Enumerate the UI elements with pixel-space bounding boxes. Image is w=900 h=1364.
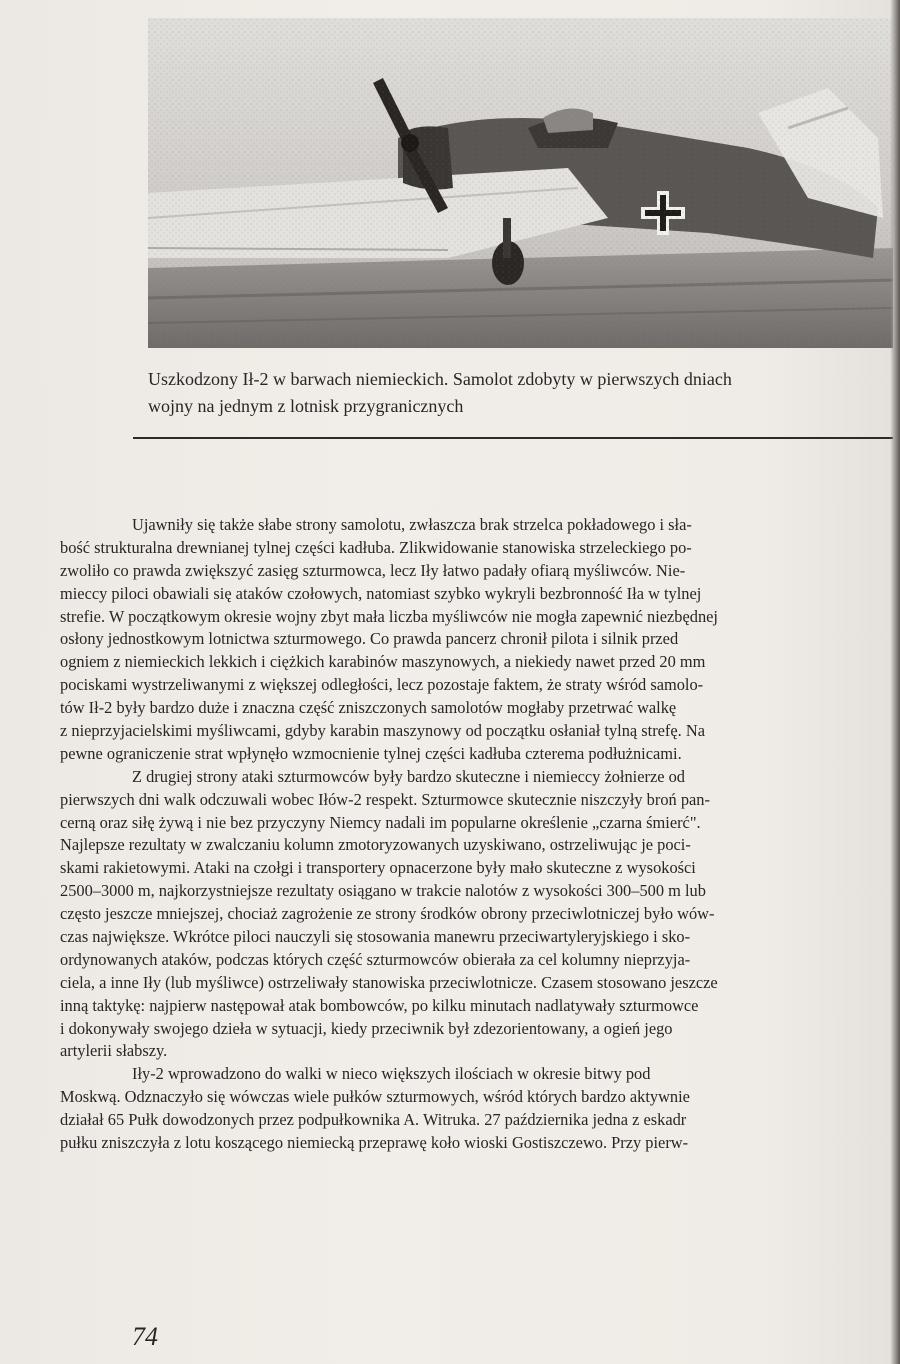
text-line: z nieprzyjacielskimi myśliwcami, gdyby karabin maszynowy od początku osłaniał tylną strefę. Na: [60, 721, 705, 741]
text-line: osłony jednostkowym lotnictwa szturmowego. Co prawda pancerz chronił pilota i silnik przed: [60, 629, 679, 649]
text-line: artylerii słabszy.: [60, 1041, 168, 1061]
text-line: ciela, a inne Iły (lub myśliwce) ostrzeliwały stanowiska przeciwlotnicze. Czasem stosowano jeszcze: [60, 972, 718, 992]
text-line: pewne ograniczenie strat wpłynęło wzmocnienie tylnej części kadłuba czterema podłużnicami.: [60, 743, 682, 763]
text-line: mieccy piloci obawiali się ataków czołowych, natomiast szybko wykryli bezbronność Iła w tylnej: [60, 583, 702, 603]
text-line: bość strukturalna drewnianej tylnej części kadłuba. Zlikwidowanie stanowiska strzeleckiego po-: [60, 537, 692, 557]
text-line: Ujawniły się także słabe strony samolotu, zwłaszcza brak strzelca pokładowego i sła-: [132, 515, 692, 534]
body-text: [60, 514, 896, 1155]
caption-line-1: Uszkodzony Ił-2 w barwach niemieckich. Samolot zdobyty w pierwszych dniach: [148, 369, 732, 389]
text-line: ordynowanych ataków, podczas których część szturmowców obierała za cel kolumny nieprzyja-: [60, 949, 691, 969]
text-line: skami rakietowymi. Ataki na czołgi i transportery opnacerzone były mało skuteczne z wysokości: [60, 858, 696, 878]
text-line: Moskwą. Odznaczyło się wówczas wiele pułków szturmowych, wśród których bardzo aktywnie: [60, 1087, 690, 1107]
aircraft-photo-image: [148, 18, 893, 348]
caption-divider: [133, 437, 893, 439]
text-line: zwoliło co prawda zwiększyć zasięg szturmowca, lecz Iły łatwo padały ofiarą myśliwców. Nie-: [60, 560, 686, 580]
text-line: pułku zniszczyła z lotu koszącego niemiecką przeprawę koło wioski Gostiszczewo. Przy pierw-: [60, 1133, 689, 1153]
text-line: czas największe. Wkrótce piloci nauczyli się stosowania manewru przeciwartyleryjskiego i sko-: [60, 927, 691, 947]
text-line: strefie. W początkowym okresie wojny zbyt mała liczba myśliwców nie mogła zapewnić niezbędnej: [60, 606, 718, 626]
text-line: Z drugiej strony ataki szturmowców były bardzo skuteczne i niemieccy żołnierze od: [132, 766, 685, 786]
photo-caption: [148, 366, 888, 420]
text-line: pociskami wystrzeliwanymi z większej odległości, lecz pozostaje faktem, że straty wśród samolo-: [60, 675, 704, 695]
scan-edge-shadow: [890, 0, 900, 1364]
text-line: tów Ił-2 były bardzo duże i znaczna część zniszczonych samolotów mogłaby przetrwać walkę: [60, 698, 677, 718]
text-line: cerną oraz siłę żywą i nie bez przyczyny Niemcy nadali im popularne określenie „czarna śmierć".: [60, 812, 701, 832]
text-line: pierwszych dni walk odczuwali wobec Iłów-2 respekt. Szturmowce skutecznie niszczyły broń pan-: [60, 789, 710, 809]
text-line: Najlepsze rezultaty w zwalczaniu kolumn zmotoryzowanych uzyskiwano, ostrzeliwując je poci-: [60, 835, 691, 855]
text-line: 2500–3000 m, najkorzystniejsze rezultaty osiągano w trakcie nalotów z wysokości 300–500 m lub: [60, 881, 706, 901]
page-number: 74: [132, 1322, 158, 1351]
caption-line-2: wojny na jednym z lotnisk przygranicznych: [148, 396, 464, 416]
text-line: działał 65 Pułk dowodzonych przez podpułkownika A. Witruka. 27 października jedna z eskadr: [60, 1110, 687, 1130]
aircraft-photo: [148, 18, 893, 348]
text-line: i dokonywały swojego dzieła w sytuacji, kiedy przeciwnik był zdezorientowany, a ogień jego: [60, 1018, 673, 1038]
text-line: ogniem z niemieckich lekkich i ciężkich karabinów maszynowych, a niekiedy nawet przed 20 mm: [60, 652, 706, 672]
text-line: inną taktykę: najpierw następował atak bombowców, po kilku minutach nadlatywały szturmowce: [60, 995, 699, 1015]
text-line: Iły-2 wprowadzono do walki w nieco większych ilościach w okresie bitwy pod: [132, 1064, 651, 1084]
text-line: często jeszcze mniejszej, chociaż zagrożenie ze strony środków obrony przeciwlotniczej było wów-: [60, 904, 715, 924]
